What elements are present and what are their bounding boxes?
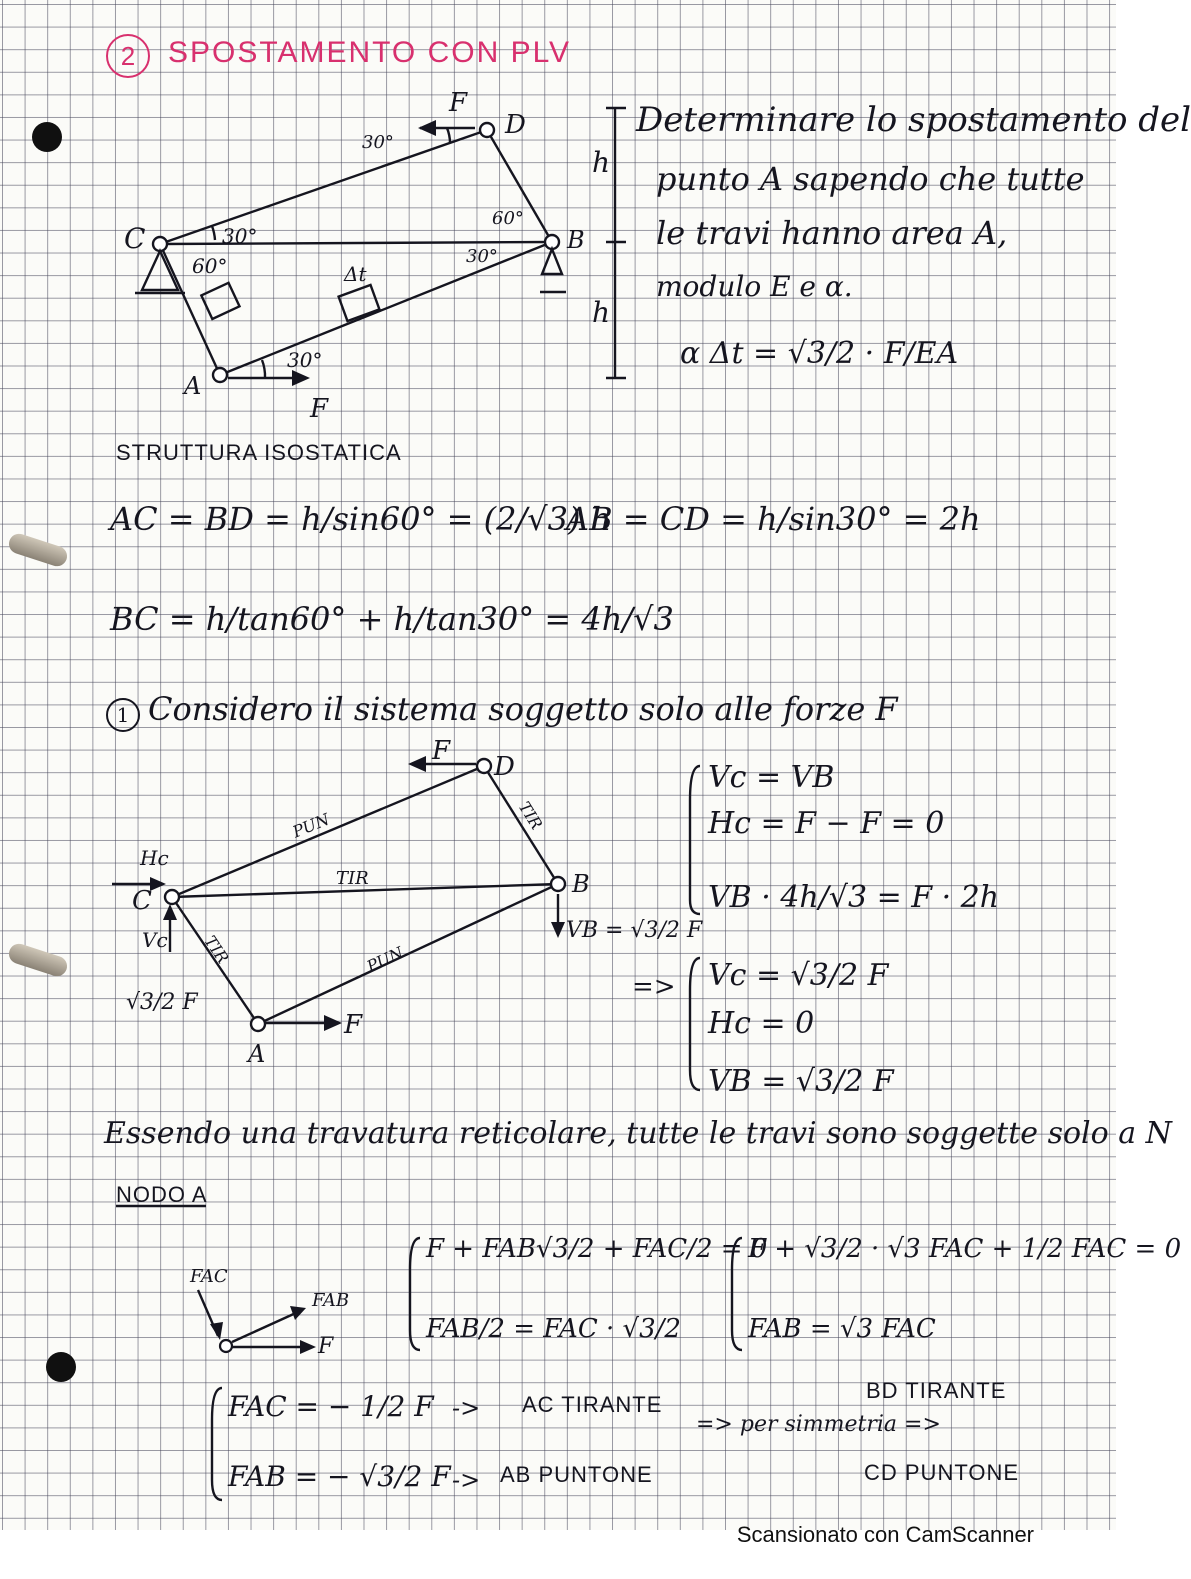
fig2-member-cb-label: TIR xyxy=(336,868,369,889)
problem-line-4: modulo E e α. xyxy=(656,270,853,303)
fig1-h-bottom: h xyxy=(592,296,611,329)
fig2-member-ab xyxy=(258,884,558,1024)
fig1-force-a-label: F xyxy=(310,394,329,424)
fig2-vc-value: √3/2 F xyxy=(126,990,198,1015)
node-a-heading: NODO A xyxy=(116,1182,208,1207)
fig2-hc-arrowhead xyxy=(150,877,166,891)
fig2-vb-label: VB = √3/2 F xyxy=(566,918,703,943)
fig2-force-a-arrowhead xyxy=(324,1015,342,1031)
fig2-member-ca-label: TIR xyxy=(200,932,233,967)
geometry-heading: STRUTTURA ISOSTATICA xyxy=(116,440,402,465)
delta-t-formula: α Δt = √3/2 · F/EA xyxy=(680,336,959,371)
result-arrow-2: -> xyxy=(452,1466,481,1494)
result-bd-state: BD TIRANTE xyxy=(866,1378,1007,1403)
step-heading: Considero il sistema soggetto solo alle forze F xyxy=(148,690,898,728)
fig1-angle-d: 30° xyxy=(362,132,394,153)
title-number: 2 xyxy=(106,34,150,78)
node-a-fab-label: FAB xyxy=(312,1290,350,1311)
fig2-node-d xyxy=(477,759,491,773)
node-a-sys1-eq2: FAB/2 = FAC · √3/2 xyxy=(426,1314,681,1344)
problem-line-2: punto A sapendo che tutte xyxy=(656,160,1085,198)
fig2-node-b-label: B xyxy=(572,870,590,898)
fig1-force-d-label: F xyxy=(449,88,468,118)
fig1-angle-b-bottom: 30° xyxy=(466,246,498,267)
eq-3: VB · 4h/√3 = F · 2h xyxy=(708,880,1000,915)
result-cd-state: CD PUNTONE xyxy=(864,1460,1020,1485)
res-1: Vc = √3/2 F xyxy=(708,958,889,993)
node-a-sys1-eq1: F + FAB√3/2 + FAC/2 = 0 xyxy=(426,1234,768,1264)
node-a-f-arrowhead xyxy=(300,1340,316,1354)
result-ab-state: AB PUNTONE xyxy=(500,1462,653,1487)
fig2-node-a xyxy=(251,1017,265,1031)
equilibrium-brace-1 xyxy=(690,766,700,914)
fig2-member-db-label: TIR xyxy=(514,798,547,833)
fig1-delta-t-label: Δt xyxy=(344,262,367,286)
fig2-force-d-label: F xyxy=(432,736,451,766)
fig2-member-cd-label: PUN xyxy=(289,809,333,842)
res-3: VB = √3/2 F xyxy=(708,1064,894,1099)
res-2: Hc = 0 xyxy=(708,1006,815,1041)
eq-ab-cd: AB = CD = h/sin30° = 2h xyxy=(566,500,981,538)
eq-2: Hc = F − F = 0 xyxy=(708,806,945,841)
result-ac-state: AC TIRANTE xyxy=(522,1392,663,1417)
fig2-node-c-label: C xyxy=(132,886,152,916)
fig1-node-b-label: B xyxy=(567,226,585,254)
page-title: SPOSTAMENTO CON PLV xyxy=(168,36,572,69)
node-a-sys2-eq1: F + √3/2 · √3 FAC + 1/2 FAC = 0 xyxy=(748,1234,1182,1264)
reticular-note: Essendo una travatura reticolare, tutte le travi sono soggette solo a N xyxy=(104,1116,1172,1151)
result-per-simmetria: => per simmetria => xyxy=(696,1412,941,1437)
problem-line-1: Determinare lo spostamento del xyxy=(636,100,1191,140)
fig1-node-a-label: A xyxy=(184,372,202,400)
fig1-angle-b-top: 60° xyxy=(492,208,524,229)
fig2-node-a-label: A xyxy=(248,1040,266,1068)
node-a-sys2-eq2: FAB = √3 FAC xyxy=(748,1314,936,1344)
node-a-fac-label: FAC xyxy=(190,1266,228,1287)
fig2-node-c xyxy=(165,890,179,904)
result-fac: FAC = − 1/2 F xyxy=(228,1390,434,1423)
result-arrow-1: -> xyxy=(452,1394,481,1422)
node-a-fab-arrowhead xyxy=(290,1306,306,1320)
node-a-fbd-node xyxy=(220,1340,232,1352)
fig2-member-db xyxy=(484,766,558,884)
fig2-node-d-label: D xyxy=(494,752,515,782)
eq-implies: => xyxy=(632,972,676,1002)
scanner-footer: Scansionato con CamScanner xyxy=(736,1522,1034,1547)
fig2-vc-label: Vc xyxy=(142,928,168,952)
fig1-angle-c-top: 30° xyxy=(222,224,258,248)
fig1-angle-c-bottom: 60° xyxy=(192,254,228,278)
fig2-vc-arrowhead xyxy=(163,904,177,920)
step-number: 1 xyxy=(106,698,140,732)
fig2-vb-arrowhead xyxy=(551,922,565,938)
fig1-h-top: h xyxy=(592,146,611,179)
fig2-hc-label: Hc xyxy=(140,846,169,870)
node-a-fac-arrowhead xyxy=(210,1322,223,1340)
fig1-node-c-label: C xyxy=(124,222,146,255)
node-a-f-label: F xyxy=(318,1334,334,1359)
fig2-force-a-label: F xyxy=(344,1010,363,1040)
eq-1: Vc = VB xyxy=(708,760,835,795)
fig1-node-d-label: D xyxy=(505,110,526,140)
fig2-member-cd xyxy=(172,766,484,897)
fig2-force-d-arrowhead xyxy=(408,756,426,772)
node-a-fab-line xyxy=(232,1312,298,1342)
fig1-angle-a: 30° xyxy=(287,348,323,372)
node-a-brace-1 xyxy=(410,1238,420,1350)
eq-ac-bd: AC = BD = h/sin60° = (2/√3) h xyxy=(110,500,612,538)
problem-line-3: le travi hanno area A, xyxy=(656,214,1008,252)
eq-bc: BC = h/tan60° + h/tan30° = 4h/√3 xyxy=(110,600,674,638)
fig2-node-b xyxy=(551,877,565,891)
fig2-member-ab-label: PUN xyxy=(363,942,407,977)
results-brace xyxy=(212,1388,222,1500)
result-fab: FAB = − √3/2 F xyxy=(228,1460,451,1493)
equilibrium-brace-2 xyxy=(690,958,700,1090)
